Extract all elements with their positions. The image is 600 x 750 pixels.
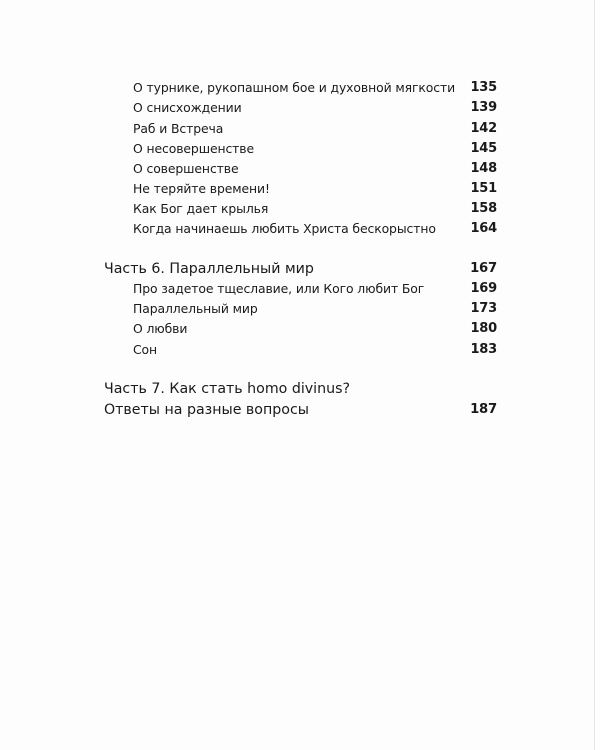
toc-entry-title: Про задетое тщеславие, или Кого любит Бог: [133, 281, 425, 296]
toc-entry-title: О совершенстве: [133, 161, 239, 176]
part-page: 167: [470, 261, 497, 276]
toc-entry-title: О несовершенстве: [133, 141, 255, 156]
toc-entry-page: 142: [470, 121, 497, 136]
toc-entry: [0, 139, 594, 159]
part-title: Часть 7. Как стать homo divinus?: [104, 381, 351, 397]
toc-entry: [0, 279, 594, 299]
part-title: Часть 6. Параллельный мир: [104, 261, 314, 277]
toc-entry: [0, 319, 594, 339]
toc-entry-page: 148: [470, 161, 497, 176]
toc-entry-page: 139: [470, 100, 497, 115]
toc-entry-page: 164: [470, 221, 497, 236]
toc-entry-page: 180: [470, 321, 497, 336]
toc-entry: [0, 219, 594, 239]
toc-entry-page: 135: [470, 80, 497, 95]
toc-entry-page: 183: [470, 342, 497, 357]
toc-entry: [0, 78, 594, 98]
toc-entry: [0, 159, 594, 179]
toc-part-heading: [0, 259, 594, 279]
toc-entry-title: О снисхождении: [133, 100, 242, 115]
toc-entry: [0, 119, 594, 139]
toc-entry-page: 173: [470, 301, 497, 316]
toc-entry-page: 145: [470, 141, 497, 156]
toc-entry-title: Сон: [133, 342, 158, 357]
toc-entry-title: О любви: [133, 321, 188, 336]
part-page: 187: [470, 402, 497, 417]
toc-entry-title: О турнике, рукопашном бое и духовной мягкости: [133, 80, 456, 95]
toc-part-heading: [0, 379, 594, 399]
toc-entry-title: Когда начинаешь любить Христа бескорыстно: [133, 221, 436, 236]
toc-entry-title: Раб и Встреча: [133, 121, 224, 136]
toc-entry: [0, 299, 594, 319]
toc-entry: [0, 98, 594, 118]
toc-entry-title: Параллельный мир: [133, 301, 258, 316]
toc-entry-page: 151: [470, 181, 497, 196]
toc-part-subheading: [0, 400, 594, 420]
part-subtitle: Ответы на разные вопросы: [104, 402, 309, 418]
toc-entry-page: 158: [470, 201, 497, 216]
toc-entry: [0, 199, 594, 219]
toc-entry: [0, 179, 594, 199]
toc-entry-title: Не теряйте времени!: [133, 181, 270, 196]
toc-entry: [0, 340, 594, 360]
toc-entry-page: 169: [470, 281, 497, 296]
toc-entry-title: Как Бог дает крылья: [133, 201, 269, 216]
